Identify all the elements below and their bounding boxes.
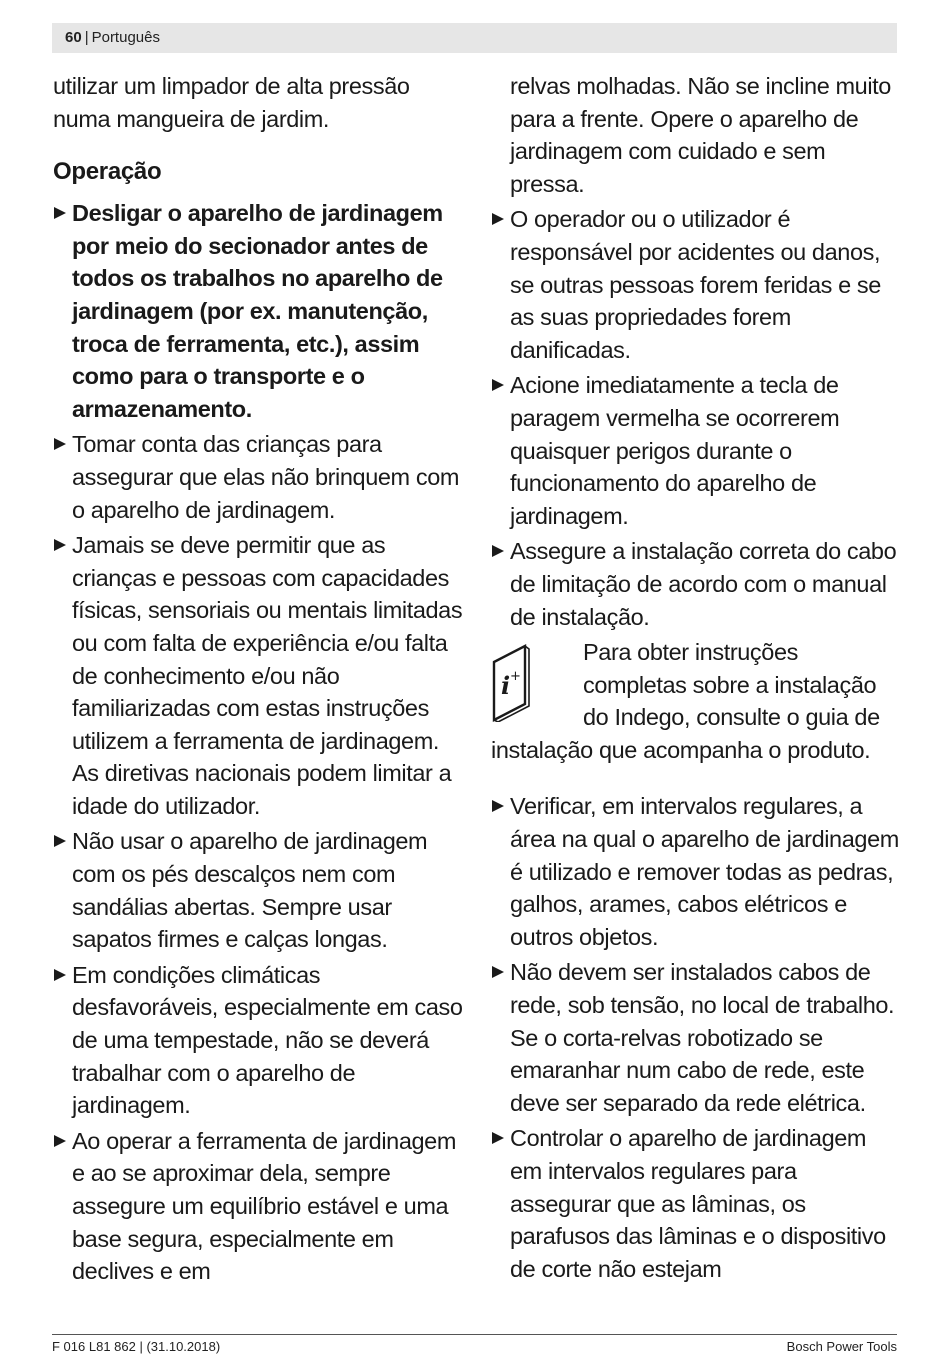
list-item <box>53 825 463 955</box>
list-item <box>53 428 463 526</box>
list-item <box>53 197 463 425</box>
list-item-text: Tomar conta das crianças para assegurar que elas não brinquem com o aparelho de jardinagem. <box>72 431 460 523</box>
list-item <box>53 959 463 1122</box>
section-heading-operacao: Operação <box>53 158 162 186</box>
list-item-text: Em condições climáticas desfavoráveis, especialmente em caso de uma tempestade, não se deverá trabalhar com o aparelho de jardinagem. <box>72 961 463 1119</box>
bullet-triangle-icon <box>492 1132 504 1144</box>
list-item <box>491 956 901 1119</box>
info-note-line-2: completas sobre a instalação <box>583 671 877 698</box>
list-item-text: Verificar, em intervalos regulares, a área na qual o aparelho de jardinagem é utilizado e remover todas as pedras, galhos, arames, cabos elétricos e outros objetos. <box>510 793 899 950</box>
right-column <box>491 70 901 1288</box>
header-separator: | <box>84 29 89 46</box>
intro-line-2: numa mangueira de jardim. <box>53 105 330 132</box>
bullet-triangle-icon <box>492 966 504 978</box>
page-header <box>52 23 897 53</box>
footer-brand: Bosch Power Tools <box>786 1339 897 1354</box>
page-number: 60 <box>65 29 82 46</box>
svg-text:+: + <box>510 669 521 685</box>
bullet-triangle-icon <box>54 835 66 847</box>
bullet-triangle-icon <box>54 1135 66 1147</box>
info-note-line-1: Para obter instruções <box>583 639 798 666</box>
page-footer <box>52 1334 897 1354</box>
list-item-text: Assegure a instalação correta do cabo de limitação de acordo com o manual de instalação. <box>510 538 897 630</box>
list-item-text: O operador ou o utilizador é responsável por acidentes ou danos, se outras pessoas forem feridas e se as suas propriedades forem danificadas. <box>510 206 881 363</box>
list-item <box>491 790 901 953</box>
footer-doc-ref: F 016 L81 862 | (31.10.2018) <box>52 1339 221 1354</box>
list-item <box>491 535 901 633</box>
list-item <box>491 369 901 532</box>
manual-info-icon <box>491 644 539 722</box>
list-item <box>491 203 901 366</box>
bullet-triangle-icon <box>54 207 66 219</box>
bullet-triangle-icon <box>54 969 66 981</box>
list-item-text: Desligar o aparelho de jardinagem por meio do secionador antes de todos os trabalhos no aparelho de jardinagem (por ex. manutenção, troca de ferramenta, etc.), assim como para o transporte e o armazenamento. <box>72 200 443 422</box>
info-note-line-4: instalação que acompanha o produto. <box>491 736 871 763</box>
list-item <box>53 529 463 822</box>
list-item <box>53 1125 463 1288</box>
list-item-text: Acione imediatamente a tecla de paragem vermelha se ocorrerem quaisquer perigos durante o funcionamento do aparelho de jardinagem. <box>510 372 840 529</box>
header-language: Português <box>91 29 160 46</box>
continuation-text-body: relvas molhadas. Não se incline muito para a frente. Opere o aparelho de jardinagem com cuidado e sem pressa. <box>510 73 891 197</box>
bullet-triangle-icon <box>492 379 504 391</box>
info-note <box>491 636 901 766</box>
info-note-line-3: do Indego, consulte o guia de <box>583 704 880 731</box>
list-item-text: Controlar o aparelho de jardinagem em intervalos regulares para assegurar que as lâminas, os parafusos das lâminas e o dispositivo de corte não estejam <box>510 1125 886 1282</box>
list-item-text: Não usar o aparelho de jardinagem com os pés descalços nem com sandálias abertas. Sempre usar sapatos firmes e calças longas. <box>72 828 428 953</box>
intro-line-1: utilizar um limpador de alta pressão <box>53 73 410 99</box>
bullet-triangle-icon <box>54 539 66 551</box>
bullet-triangle-icon <box>492 800 504 812</box>
svg-text:i: i <box>501 671 510 701</box>
left-column <box>53 70 463 1291</box>
continuation-text <box>491 70 901 200</box>
bullet-triangle-icon <box>492 213 504 225</box>
list-item-text: Ao operar a ferramenta de jardinagem e ao se aproximar dela, sempre assegure um equilíbrio estável e uma base segura, especialmente em declives e em <box>72 1127 457 1285</box>
bullet-triangle-icon <box>54 438 66 450</box>
list-item-text: Jamais se deve permitir que as crianças e pessoas com capacidades físicas, sensoriais ou mentais limitadas ou com falta de experiência e/ou falta de conhecimento e/ou não familiarizadas com estas instruções utilizem a ferramenta de jardinagem. As diretivas nacionais podem limitar a idade do utilizador. <box>72 532 463 819</box>
intro-paragraph <box>53 70 463 135</box>
bullet-triangle-icon <box>492 545 504 557</box>
list-item <box>491 1122 901 1285</box>
list-item-text: Não devem ser instalados cabos de rede, sob tensão, no local de trabalho. Se o corta-relvas robotizado se emaranhar num cabo de rede, este deve ser separado da rede elétrica. <box>510 959 895 1116</box>
